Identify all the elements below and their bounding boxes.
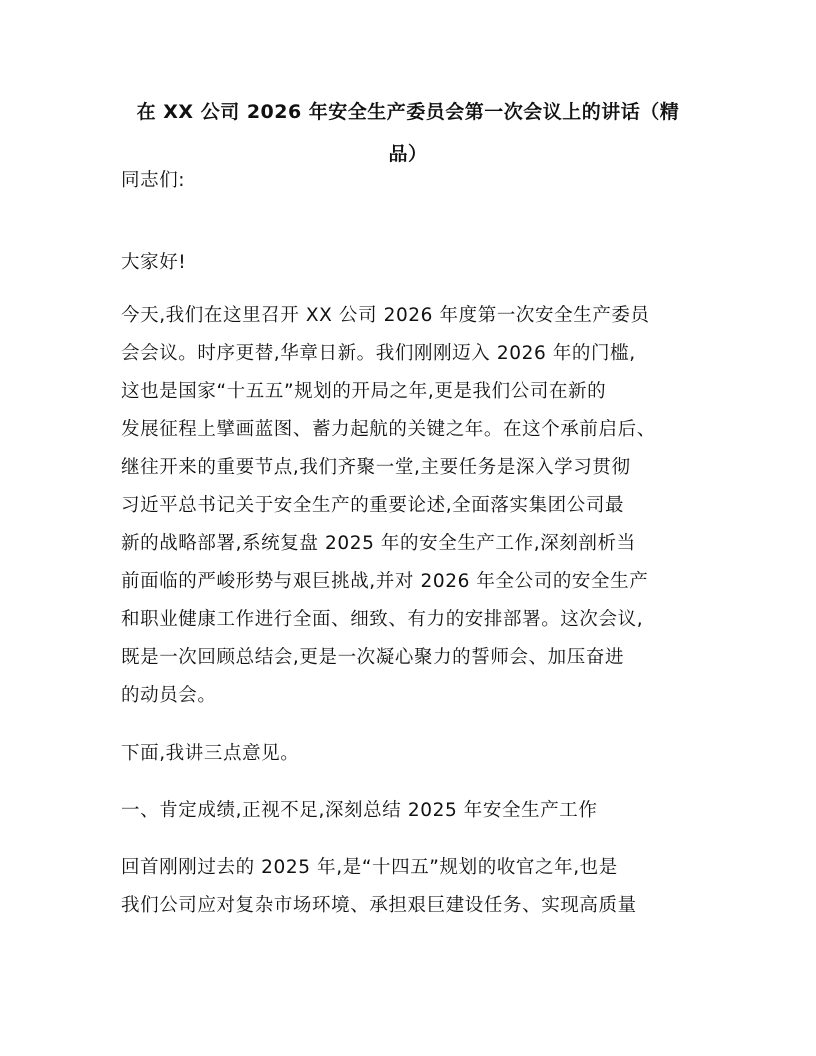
intro-line-2: 会会议。时序更替,华章日新。我们刚刚迈入 2026 年的门槛, (121, 343, 636, 364)
intro-line-8: 前面临的严峻形势与艰巨挑战,并对 2026 年全公司的安全生产 (121, 571, 649, 592)
intro-line-9: 和职业健康工作进行全面、细致、有力的安排部署。这次会议, (121, 609, 644, 630)
salutation: 同志们: (121, 170, 186, 191)
intro-line-5: 继往开来的重要节点,我们齐聚一堂,主要任务是深入学习贯彻 (121, 457, 631, 478)
intro-line-4: 发展征程上擘画蓝图、蓄力起航的关键之年。在这个承前启后、 (121, 419, 656, 440)
section-line-2: 我们公司应对复杂市场环境、承担艰巨建设任务、实现高质量 (121, 895, 637, 916)
intro-line-11: 的动员会。 (121, 685, 217, 706)
intro-line-3: 这也是国家“十五五”规划的开局之年,更是我们公司在新的 (121, 381, 607, 402)
document-title-line-1: 在 XX 公司 2026 年安全生产委员会第一次会议上的讲话（精 (136, 101, 680, 123)
greeting: 大家好! (121, 252, 187, 273)
transition-line: 下面,我讲三点意见。 (121, 743, 300, 764)
intro-line-1: 今天,我们在这里召开 XX 公司 2026 年度第一次安全生产委员 (121, 305, 650, 326)
section-heading: 一、肯定成绩,正视不足,深刻总结 2025 年安全生产工作 (121, 800, 598, 821)
intro-line-6: 习近平总书记关于安全生产的重要论述,全面落实集团公司最 (121, 495, 625, 516)
intro-line-10: 既是一次回顾总结会,更是一次凝心聚力的誓师会、加压奋进 (121, 647, 625, 668)
section-line-1: 回首刚刚过去的 2025 年,是“十四五”规划的收官之年,也是 (121, 857, 618, 878)
intro-line-7: 新的战略部署,系统复盘 2025 年的安全生产工作,深刻剖析当 (121, 533, 636, 554)
document-title-line-2: 品） (388, 143, 428, 165)
